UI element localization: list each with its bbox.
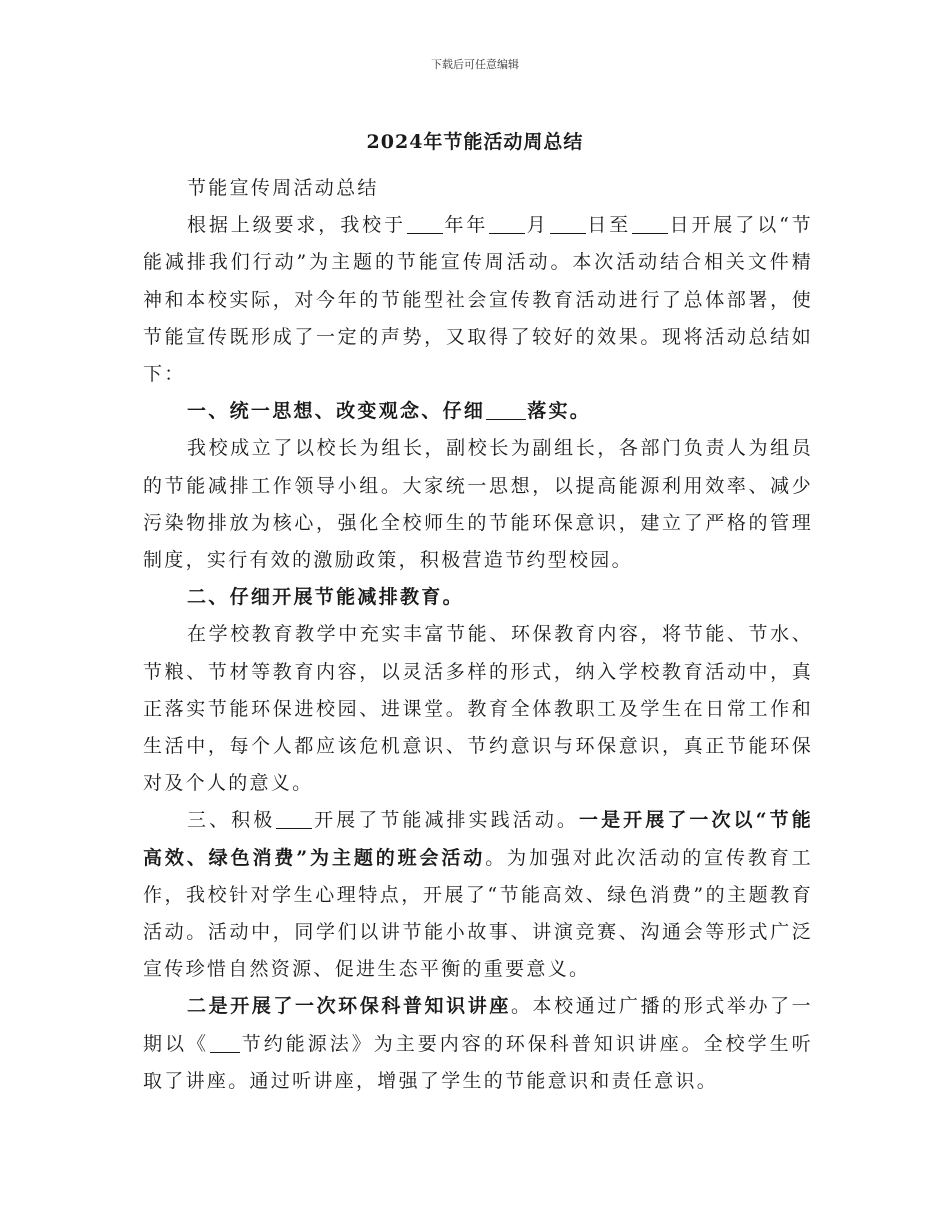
blank-line bbox=[210, 1034, 240, 1053]
intro-text: 年年 bbox=[443, 214, 489, 237]
blank-line bbox=[632, 215, 668, 234]
blank-line bbox=[276, 810, 312, 829]
section3-heading-text: 开展了节能减排实践活动。 bbox=[313, 809, 580, 832]
section2-body: 在学校教育教学中充实丰富节能、环保教育内容，将节能、节水、节粮、节材等教育内容，以灵活多样的形式，纳入学校教育活动中，真正落实节能环保进校园、进课堂。教育全体教职工及学生在日常工作和生活中，每个人都应该危机意识、节约意识与环保意识，真正节能环保对及个人的意义。 bbox=[143, 623, 813, 795]
section1-heading bbox=[143, 393, 813, 430]
section3-body: 。为加强对此次活动的宣传教育工作，我校针对学生心理特点，开展了“节能高效、绿色消费”的主题教育活动。活动中，同学们以讲节能小故事、讲演竞赛、沟通会等形式广泛宣传珍惜自然资源、促进生态平衡的重要意义。 bbox=[143, 846, 813, 981]
section4-bold-lead: 二是开展了一次环保科普知识讲座 bbox=[187, 995, 511, 1018]
section1-heading-text: 一、统一思想、改变观念、仔细 bbox=[187, 400, 486, 423]
header-note: 下载后可任意编辑 bbox=[431, 58, 519, 71]
section1-heading-text: 落实。 bbox=[527, 400, 592, 423]
section3-heading-text: 三、积极 bbox=[187, 809, 276, 832]
intro-text: 月 bbox=[526, 214, 549, 237]
intro-text: 根据上级要求，我校于 bbox=[187, 214, 406, 237]
document-body bbox=[143, 170, 813, 1100]
section4-body: 。本校通过广播的形式举办了一期以《 bbox=[143, 995, 813, 1055]
intro-text: 日至 bbox=[586, 214, 632, 237]
blank-line bbox=[407, 215, 443, 234]
subtitle: 节能宣传周活动总结 bbox=[187, 177, 379, 199]
section3-paragraph bbox=[143, 802, 813, 988]
blank-line bbox=[489, 215, 525, 234]
blank-line bbox=[550, 215, 586, 234]
section4-body: 节约能源法》为主要内容的环保科普知识讲座。全校学生听取了讲座。通过听讲座，增强了学生的节能意识和责任意识。 bbox=[143, 1032, 813, 1092]
intro-paragraph bbox=[143, 207, 813, 393]
section2-heading: 二、仔细开展节能减排教育。 bbox=[187, 586, 464, 609]
blank-line bbox=[486, 401, 526, 420]
document-title: 2024年节能活动周总结 bbox=[366, 131, 584, 153]
section4-paragraph bbox=[143, 988, 813, 1100]
section3-bold-lead: 一是开展了一次以“节能高效、绿色消费”为主题的班会活动 bbox=[143, 809, 814, 869]
intro-text: 日开展了以“节能减排我们行动”为主题的节能宣传周活动。本次活动结合相关文件精神和本校实际，对今年的节能型社会宣传教育活动进行了总体部署，使节能宣传既形成了一定的声势，又取得了较好的效果。现将活动总结如下： bbox=[143, 214, 813, 386]
section1-body: 我校成立了以校长为组长，副校长为副组长，各部门负责人为组员的节能减排工作领导小组。大家统一思想，以提高能源利用效率、减少污染物排放为核心，强化全校师生的节能环保意识，建立了严格的管理制度，实行有效的激励政策，积极营造节约型校园。 bbox=[143, 437, 813, 572]
